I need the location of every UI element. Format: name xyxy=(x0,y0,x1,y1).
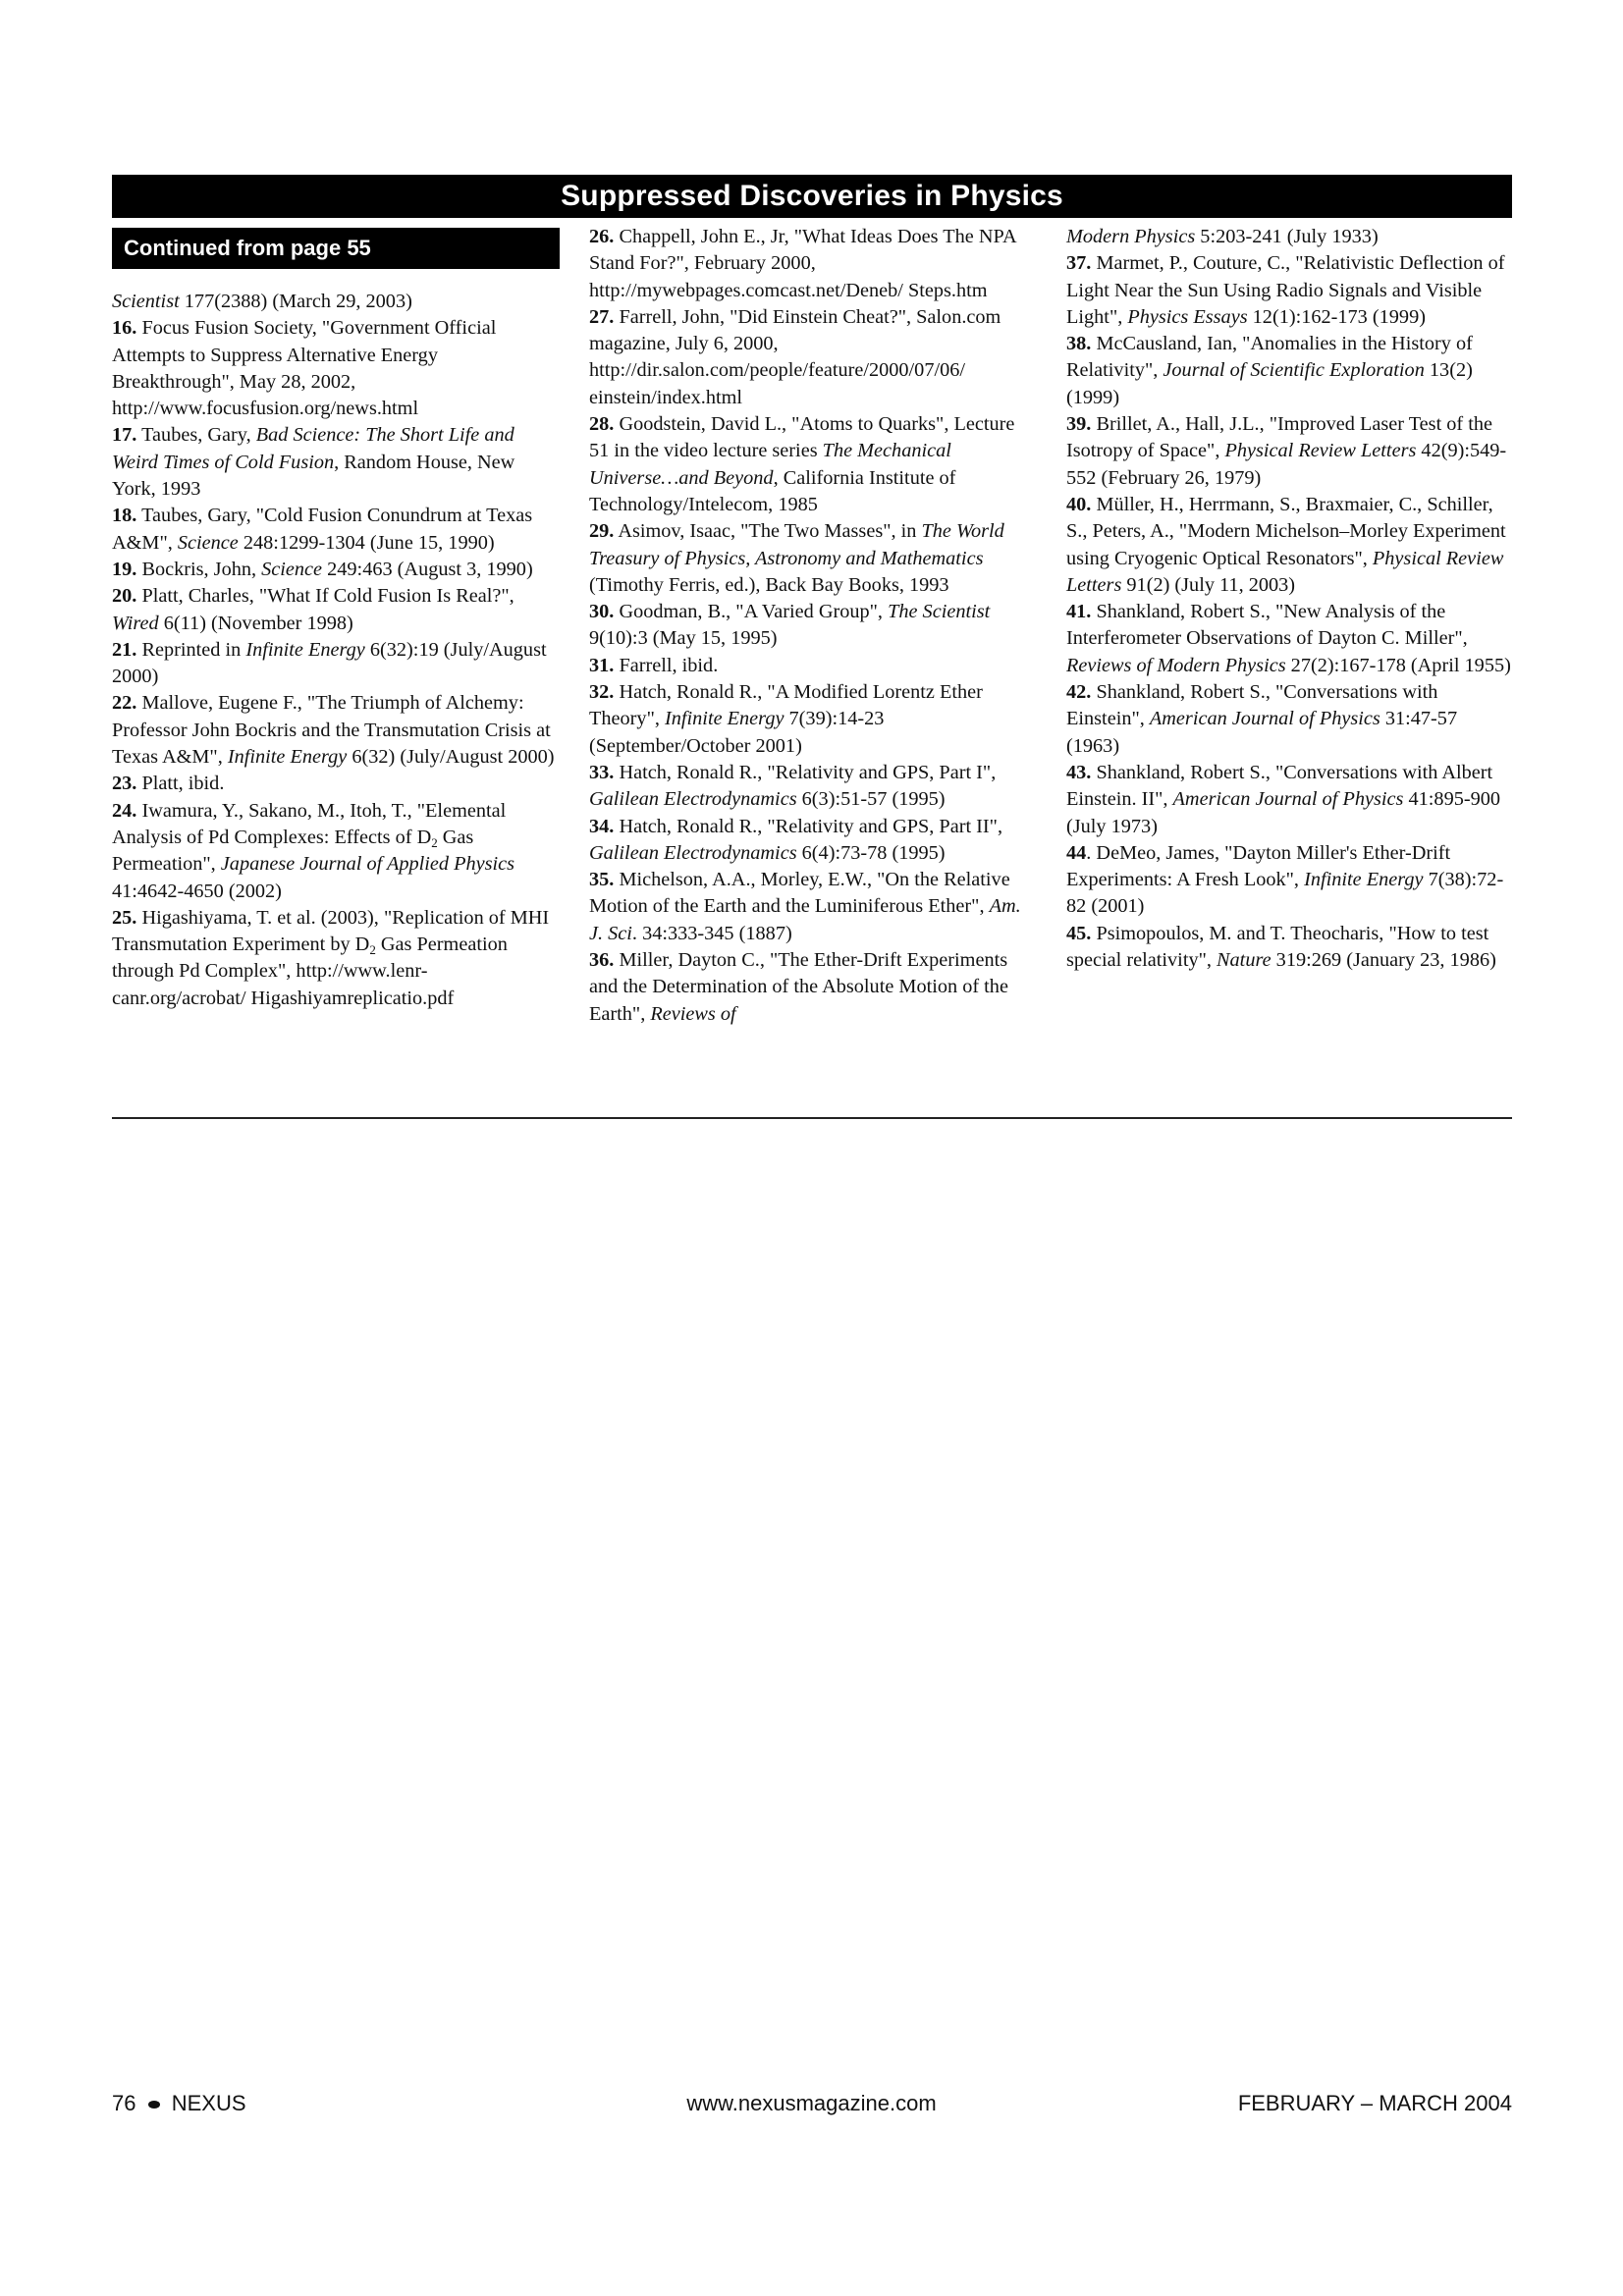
reference-31: 31. Farrell, ibid. xyxy=(589,654,719,676)
reference-35: 35. Michelson, A.A., Morley, E.W., "On the Relative Motion of the Earth and the Luminiferous Ether", Am. J. Sci. 34:333-345 (1887) xyxy=(589,869,1021,944)
magazine-name: NEXUS xyxy=(171,2091,246,2115)
reference-25: 25. Higashiyama, T. et al. (2003), "Replication of MHI Transmutation Experiment by $D_2$ Gas Permeation through Pd Complex", http://www.lenr-canr.org/acrobat/ Higashiyamreplicatio.pdf xyxy=(112,906,550,1009)
reference-40: 40. Müller, H., Herrmann, S., Braxmaier, C., Schiller, S., Peters, A., "Modern Michelson–Morley Experiment using Cryogenic Optical Resonators", Physical Review Letters 91(2) (July 11, 2003) xyxy=(1066,493,1506,596)
reference-36: 36. Miller, Dayton C., "The Ether-Drift Experiments and the Determination of the Absolute Motion of the Earth", Reviews of xyxy=(589,949,1008,1025)
reference-34: 34. Hatch, Ronald R., "Relativity and GPS, Part II", Galilean Electrodynamics 6(4):73-78 (1995) xyxy=(589,815,1003,864)
footer-url: www.nexusmagazine.com xyxy=(686,2091,937,2115)
section-banner: Suppressed Discoveries in Physics xyxy=(112,175,1512,218)
reference-30: 30. Goodman, B., "A Varied Group", The Scientist 9(10):3 (May 15, 1995) xyxy=(589,601,991,650)
reference-45: 45. Psimopoulos, M. and T. Theocharis, "How to test special relativity", Nature 319:269 (January 23, 1986) xyxy=(1066,922,1496,972)
reference-44: 44. DeMeo, James, "Dayton Miller's Ether-Drift Experiments: A Fresh Look", Infinite Energy 7(38):72-82 (2001) xyxy=(1066,841,1504,918)
reference-29: 29. Asimov, Isaac, "The Two Masses", in The World Treasury of Physics, Astronomy and Mathematics (Timothy Ferris, ed.), Back Bay Books, 1993 xyxy=(589,520,1004,596)
reference-continued: Scientist 177(2388) (March 29, 2003) xyxy=(112,291,412,312)
reference-16: 16. Focus Fusion Society, "Government Official Attempts to Suppress Alternative Energy Breakthrough", May 28, 2002, http://www.focusfusion.org/news.html xyxy=(112,317,497,420)
reference-36-continued: Modern Physics 5:203-241 (July 1933) xyxy=(1066,226,1379,247)
reference-24: 24. Iwamura, Y., Sakano, M., Itoh, T., "Elemental Analysis of Pd Complexes: Effects of $D_2$ Gas Permeation", Japanese Journal of Applied Physics 41:4642-4650 (2002) xyxy=(112,799,515,902)
reference-26: 26. Chappell, John E., Jr, "What Ideas Does The NPA Stand For?", February 2000, http://mywebpages.comcast.net/Deneb/ Steps.htm xyxy=(589,226,1016,301)
references-column-3 xyxy=(1066,224,1514,974)
reference-19: 19. Bockris, John, Science 249:463 (August 3, 1990) xyxy=(112,558,533,580)
page-number: 76 xyxy=(112,2091,136,2115)
reference-28: 28. Goodstein, David L., "Atoms to Quarks", Lecture 51 in the video lecture series The Mechanical Universe…and Beyond, California Institute of Technology/Intelecom, 1985 xyxy=(589,413,1015,515)
continued-from-label: Continued from page 55 xyxy=(112,228,560,269)
reference-18: 18. Taubes, Gary, "Cold Fusion Conundrum at Texas A&M", Science 248:1299-1304 (June 15, 1990) xyxy=(112,505,533,554)
reference-33: 33. Hatch, Ronald R., "Relativity and GPS, Part I", Galilean Electrodynamics 6(3):51-57 (1995) xyxy=(589,761,997,811)
footer-issue-date: FEBRUARY – MARCH 2004 xyxy=(1237,2091,1512,2115)
section-end-rule xyxy=(112,1117,1512,1119)
references-column-1 xyxy=(112,224,560,1012)
reference-21: 21. Reprinted in Infinite Energy 6(32):19 (July/August 2000) xyxy=(112,638,547,688)
references-column-2 xyxy=(589,224,1026,1028)
reference-39: 39. Brillet, A., Hall, J.L., "Improved Laser Test of the Isotropy of Space", Physical Review Letters 42(9):549-552 (February 26, 1979) xyxy=(1066,413,1507,489)
reference-41: 41. Shankland, Robert S., "New Analysis of the Interferometer Observations of Dayton C. Miller", Reviews of Modern Physics 27(2):167-178 (April 1955) xyxy=(1066,601,1511,676)
reference-20: 20. Platt, Charles, "What If Cold Fusion Is Real?", Wired 6(11) (November 1998) xyxy=(112,585,514,634)
reference-42: 42. Shankland, Robert S., "Conversations with Einstein", American Journal of Physics 31:47-57 (1963) xyxy=(1066,681,1458,757)
reference-43: 43. Shankland, Robert S., "Conversations with Albert Einstein. II", American Journal of Physics 41:895-900 (July 1973) xyxy=(1066,761,1501,837)
reference-27: 27. Farrell, John, "Did Einstein Cheat?", Salon.com magazine, July 6, 2000, http://dir.salon.com/people/feature/2000/07/06/ einstein/index.html xyxy=(589,305,1001,408)
reference-37: 37. Marmet, P., Couture, C., "Relativistic Deflection of Light Near the Sun Using Radio Signals and Visible Light", Physics Essays 12(1):162-173 (1999) xyxy=(1066,252,1505,328)
reference-23: 23. Platt, ibid. xyxy=(112,773,225,795)
reference-38: 38. McCausland, Ian, "Anomalies in the History of Relativity", Journal of Scientific Exploration 13(2) (1999) xyxy=(1066,333,1473,408)
reference-22: 22. Mallove, Eugene F., "The Triumph of Alchemy: Professor John Bockris and the Transmutation Crisis at Texas A&M", Infinite Energy 6(32) (July/August 2000) xyxy=(112,692,555,769)
reference-17: 17. Taubes, Gary, Bad Science: The Short Life and Weird Times of Cold Fusion, Random House, New York, 1993 xyxy=(112,424,515,501)
reference-32: 32. Hatch, Ronald R., "A Modified Lorentz Ether Theory", Infinite Energy 7(39):14-23 (September/October 2001) xyxy=(589,681,983,757)
